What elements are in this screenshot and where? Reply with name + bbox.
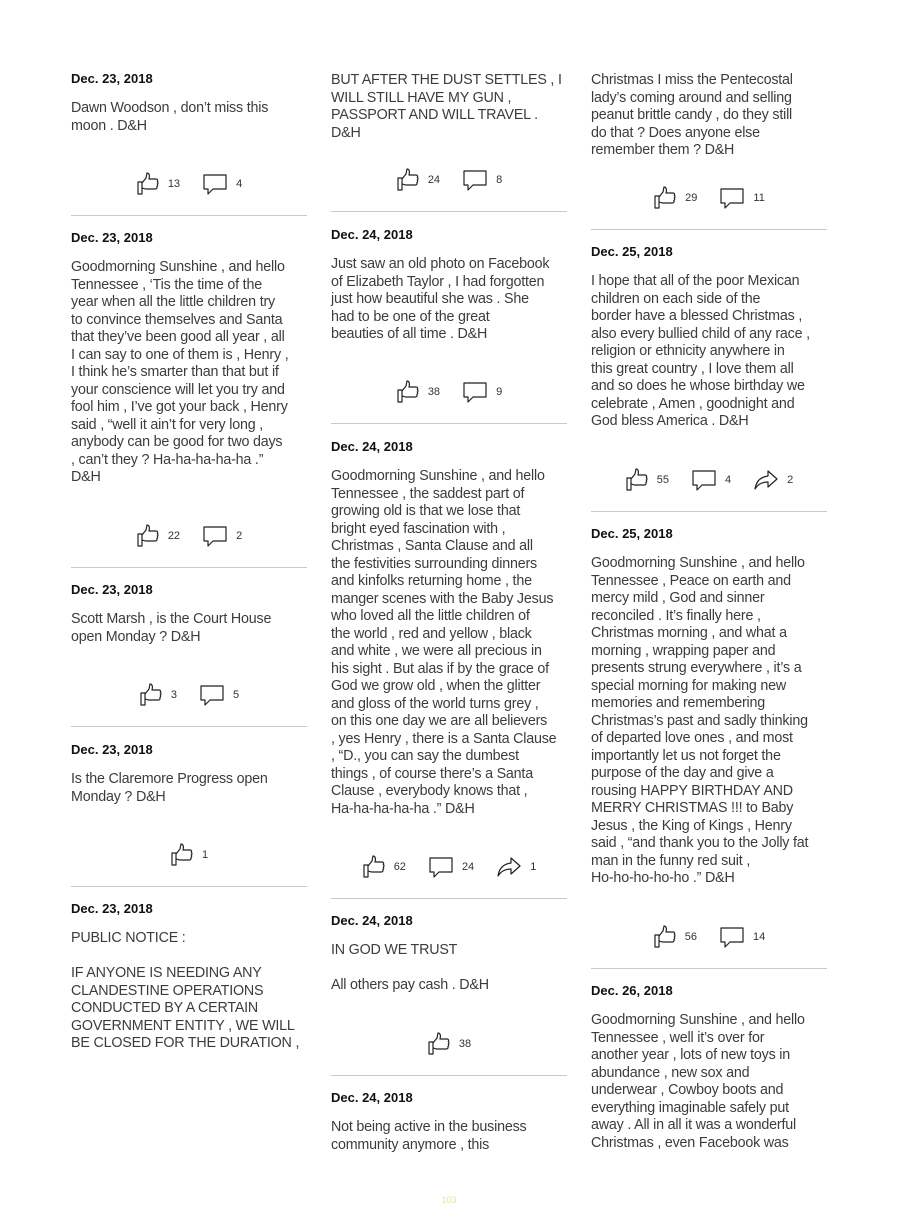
share-count: 2	[787, 474, 794, 486]
comment-stat[interactable]	[719, 925, 765, 949]
post-date: Dec. 23, 2018	[71, 71, 153, 86]
like-stat[interactable]	[625, 468, 669, 492]
like-count: 13	[167, 178, 181, 190]
like-count: 22	[167, 530, 181, 542]
like-count: 62	[393, 861, 406, 873]
thumbs-up-icon	[625, 468, 649, 492]
comment-icon	[691, 468, 717, 492]
post-date: Dec. 26, 2018	[591, 983, 673, 998]
thumbs-up-icon	[136, 172, 160, 196]
divider	[591, 229, 827, 230]
comment-stat[interactable]	[199, 683, 239, 707]
post-text: PUBLIC NOTICE : IF ANYONE IS NEEDING ANY CLANDESTINE OPERATIONS CONDUCTED BY A CERTAIN GOVERNMENT ENTITY , WE WILL BE CLOSED FOR THE DURATION ,	[71, 930, 300, 1051]
comment-stat[interactable]	[719, 186, 764, 210]
post	[71, 742, 307, 806]
post-text: Goodmorning Sunshine , and hello Tennessee , well it’s over for another year , lots of new toys in abundance , new sox and underwear , Cowboy boots and everything imaginable safely put away . All in all it was a wonderful Christmas , even Facebook was	[591, 1012, 805, 1151]
like-count: 29	[685, 192, 698, 204]
share-icon	[753, 468, 779, 492]
post-stats	[331, 855, 567, 879]
post-stats	[591, 925, 827, 949]
share-stat[interactable]	[496, 855, 536, 879]
share-count: 1	[530, 861, 537, 873]
comment-count: 11	[753, 192, 765, 204]
like-stat[interactable]	[396, 380, 440, 404]
post-date: Dec. 25, 2018	[591, 526, 673, 541]
comment-stat[interactable]	[462, 380, 502, 404]
like-count: 1	[201, 849, 209, 861]
post-date: Dec. 24, 2018	[331, 913, 413, 928]
post	[71, 230, 307, 487]
like-stat[interactable]	[139, 683, 177, 707]
post-text: Goodmorning Sunshine , and hello Tennessee , Peace on earth and mercy mild , God and sinner reconciled . It’s finally here , Christmas morning , and what a morning , wrapping paper and presents strung everywhere , it’s a special morning for making new memories and remembering Christmas’s past and sadly thinking of departed love ones , and most importantly let us not forget the purpose of the day and give a rousing HAPPY BIRTHDAY AND MERRY CHRISTMAS !!! to Baby Jesus , the King of Kings , Henry said , “and thank you to the Jolly fat man in the funny red suit , Ho-ho-ho-ho-ho .” D&H	[591, 555, 809, 886]
comment-icon	[462, 380, 488, 404]
comment-icon	[462, 168, 488, 192]
divider	[331, 423, 567, 424]
thumbs-up-icon	[653, 925, 677, 949]
thumbs-up-icon	[136, 524, 160, 548]
post-text: BUT AFTER THE DUST SETTLES , I WILL STILL HAVE MY GUN , PASSPORT AND WILL TRAVEL . D&H	[331, 72, 562, 141]
divider	[71, 567, 307, 568]
thumbs-up-icon	[170, 843, 194, 867]
comment-count: 2	[236, 530, 243, 542]
post	[71, 71, 307, 135]
post-date: Dec. 23, 2018	[71, 742, 153, 757]
post-date: Dec. 23, 2018	[71, 901, 153, 916]
post-date: Dec. 23, 2018	[71, 230, 153, 245]
comment-icon	[719, 925, 745, 949]
thumbs-up-icon	[362, 855, 386, 879]
page-number: 103	[441, 1195, 457, 1205]
comment-stat[interactable]	[202, 524, 242, 548]
post-date: Dec. 24, 2018	[331, 227, 413, 242]
divider	[331, 1075, 567, 1076]
post-stats	[331, 168, 567, 192]
post	[331, 439, 567, 818]
post	[331, 227, 567, 344]
divider	[331, 898, 567, 899]
post-date: Dec. 25, 2018	[591, 244, 673, 259]
divider	[591, 968, 827, 969]
post-text: Goodmorning Sunshine , and hello Tennessee , ‘Tis the time of the year when all the little children try to convince themselves and Santa that they’ve been good all year , all I can say to one of them is , Henry , I think he’s smarter than that but if your conscience will let you try and fool him , I’ve got your back , Henry said , “well it ain’t for very long , anybody can be good for two days , can’t they ? Ha-ha-ha-ha-ha .” D&H	[71, 259, 289, 485]
thumbs-up-icon	[396, 380, 420, 404]
like-stat[interactable]	[136, 524, 180, 548]
like-count: 38	[427, 386, 441, 398]
comment-stat[interactable]	[462, 168, 502, 192]
post-text: I hope that all of the poor Mexican children on each side of the border have a blessed Christmas , also every bullied child of any race , religion or ethnicity anywhere in this great country , I love them all and so does he whose birthday we celebrate , Amen , goodnight and God bless America . D&H	[591, 273, 810, 429]
like-stat[interactable]	[653, 186, 697, 210]
post	[71, 901, 307, 1053]
comment-count: 5	[233, 689, 240, 701]
like-stat[interactable]	[396, 168, 440, 192]
like-count: 38	[458, 1038, 472, 1050]
post	[591, 244, 827, 431]
divider	[591, 511, 827, 512]
post-text: Christmas I miss the Pentecostal lady’s coming around and selling peanut brittle candy , do they still do that ? Does anyone else remember them ? D&H	[591, 72, 793, 158]
like-count: 56	[684, 931, 697, 943]
post	[331, 1090, 567, 1154]
divider	[71, 726, 307, 727]
like-stat[interactable]	[427, 1032, 471, 1056]
comment-count: 4	[725, 474, 732, 486]
like-count: 3	[170, 689, 177, 701]
post	[591, 983, 827, 1152]
comment-icon	[199, 683, 225, 707]
post-stats	[71, 843, 307, 867]
thumbs-up-icon	[396, 168, 420, 192]
post	[331, 72, 567, 142]
comment-count: 14	[753, 931, 766, 943]
comment-count: 24	[461, 861, 475, 873]
comment-stat[interactable]	[202, 172, 242, 196]
post-stats	[591, 186, 827, 210]
post-date: Dec. 24, 2018	[331, 439, 413, 454]
like-stat[interactable]	[170, 843, 208, 867]
post-text: Not being active in the business community anymore , this	[331, 1119, 527, 1153]
thumbs-up-icon	[653, 186, 677, 210]
comment-icon	[202, 172, 228, 196]
post-stats	[71, 172, 307, 196]
post-text: Is the Claremore Progress open Monday ? D&H	[71, 771, 268, 805]
like-stat[interactable]	[136, 172, 180, 196]
post-stats	[71, 524, 307, 548]
post-text: Dawn Woodson , don’t miss this moon . D&H	[71, 100, 269, 134]
comment-stat[interactable]	[428, 855, 474, 879]
post	[591, 526, 827, 888]
share-stat[interactable]	[753, 468, 793, 492]
share-icon	[496, 855, 522, 879]
post-date: Dec. 24, 2018	[331, 1090, 413, 1105]
comment-stat[interactable]	[691, 468, 731, 492]
divider	[71, 215, 307, 216]
thumbs-up-icon	[139, 683, 163, 707]
post-stats	[331, 380, 567, 404]
post-stats	[331, 1032, 567, 1056]
comment-icon	[202, 524, 228, 548]
post-date: Dec. 23, 2018	[71, 582, 153, 597]
like-count: 55	[656, 474, 669, 486]
like-stat[interactable]	[362, 855, 406, 879]
post-text: Goodmorning Sunshine , and hello Tennessee , the saddest part of growing old is that we lose that bright eyed fascination with , Christmas , Santa Clause and all the festivities surrounding dinners and kinfolks returning home , the manger scenes with the Baby Jesus who loved all the little children of the world , red and yellow , black and white , we were all precious in his sight . But alas if by the grace of God we grow old , when the glitter and gloss of the world turns grey , on this one day we are all believers , yes Henry , there is a Santa Clause , “D., you can say the dumbest things , of course there’s a Santa Clause , everybody knows that , Ha-ha-ha-ha-ha .” D&H	[331, 468, 557, 817]
comment-icon	[428, 855, 454, 879]
post-text: Scott Marsh , is the Court House open Monday ? D&H	[71, 611, 272, 645]
comment-count: 4	[236, 178, 243, 190]
divider	[331, 211, 567, 212]
like-stat[interactable]	[653, 925, 697, 949]
comment-count: 9	[496, 386, 503, 398]
like-count: 24	[427, 174, 441, 186]
post	[331, 913, 567, 995]
thumbs-up-icon	[427, 1032, 451, 1056]
divider	[71, 886, 307, 887]
post-stats	[591, 468, 827, 492]
comment-icon	[719, 186, 745, 210]
comment-count: 8	[496, 174, 503, 186]
post	[591, 72, 827, 160]
post-text: IN GOD WE TRUST All others pay cash . D&H	[331, 942, 489, 993]
post-text: Just saw an old photo on Facebook of Elizabeth Taylor , I had forgotten just how beautiful she was . She had to be one of the great beauties of all time . D&H	[331, 256, 550, 342]
post	[71, 582, 307, 646]
post-stats	[71, 683, 307, 707]
